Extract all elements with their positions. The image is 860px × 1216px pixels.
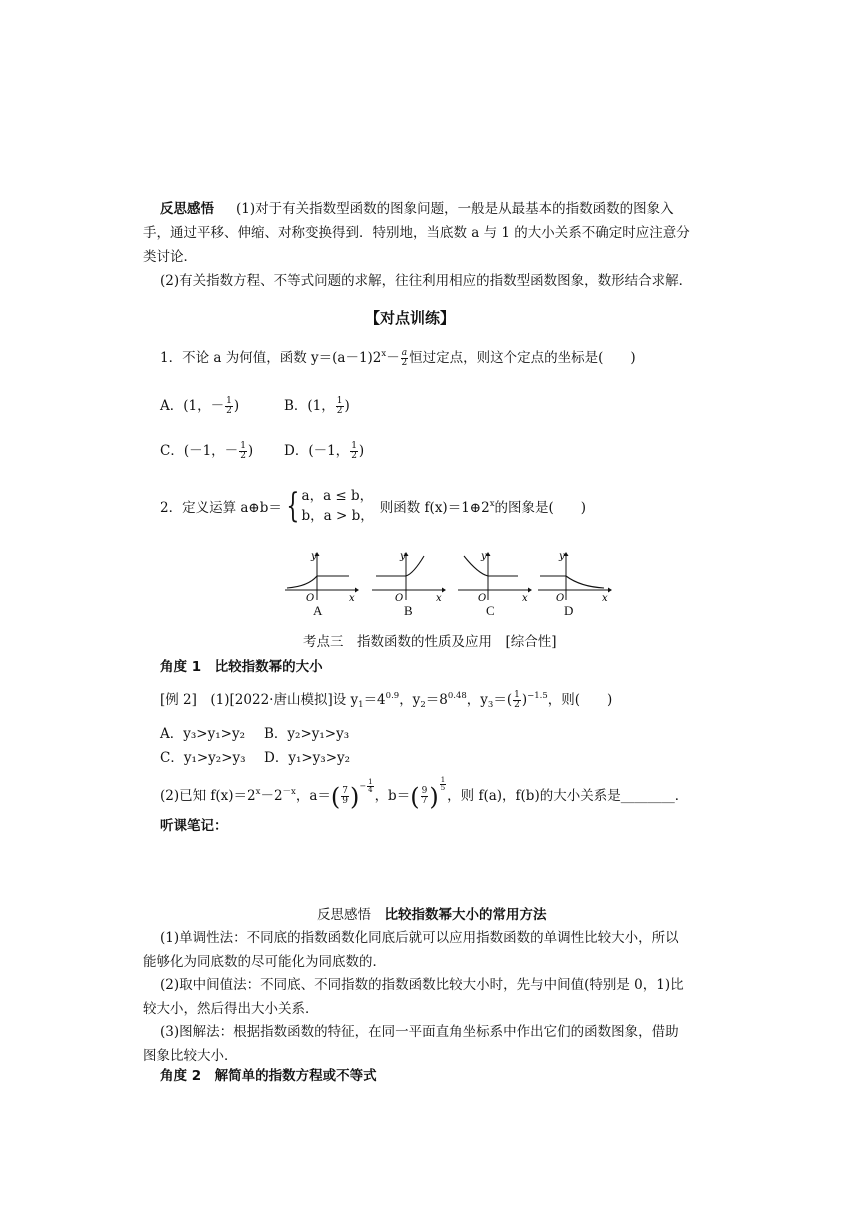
graph-a xyxy=(283,550,359,602)
reflect-text: (1)对于有关指数型函数的图象问题，一般是从最基本的指数函数的图象入 xyxy=(236,201,674,217)
svg-text:y: y xyxy=(481,551,487,562)
question-1-option-b: B．(1， $\frac{1}{2}$ ) xyxy=(284,396,350,416)
method-1-line2: 能够化为同底数的尽可能化为同底数的． xyxy=(143,954,386,970)
question-1-option-d: D．(－1， $\frac{1}{2}$ ) xyxy=(284,441,365,461)
question-1-stem: 1．不论 a 为何值，函数 $y=(a-1)2^x-$ $\frac{a}{2}$ 恒过定点，则这个定点的坐标是( ) xyxy=(160,348,636,368)
svg-text:x: x xyxy=(349,593,355,602)
angle-2-heading: 角度 2 解简单的指数方程或不等式 xyxy=(160,1068,377,1084)
graph-label-a: A xyxy=(313,603,323,618)
example-2-part-1: [例 2] (1)[2022·唐山模拟]设 $y_1=4^{0.9}$，$y_2=8^{0.48}$，$y_3=$( $\frac{1}{2}$ )$^{-1.5}$，则( ) xyxy=(160,690,613,710)
method-2-line1: (2)取中间值法：不同底、不同指数的指数函数比较大小时，先与中间值(特别是 0，1)比 xyxy=(160,977,684,993)
example-2-option-c: C．y₁>y₂>y₃ xyxy=(160,750,246,766)
svg-text:y: y xyxy=(400,551,406,562)
section-title: 考点三 指数函数的性质及应用 [综合性] xyxy=(303,634,557,650)
svg-text:x: x xyxy=(602,593,608,602)
reflect-2-heading: 反思感悟 比较指数幂大小的常用方法 xyxy=(317,907,547,923)
example-2-option-b: B．y₂>y₁>y₃ xyxy=(264,726,350,742)
reflect-paragraph-1 xyxy=(160,197,674,217)
question-2-stem: 2．定义运算 a⊕b＝ { a，a ≤ b， b，a > b， 则函数 $f(x)=1\oplus 2^x$的图象是( ) xyxy=(160,486,587,526)
svg-text:y: y xyxy=(559,551,565,562)
svg-text:O: O xyxy=(395,593,404,602)
method-3-line2: 图象比较大小． xyxy=(143,1048,238,1064)
example-2-option-a: A．y₃>y₁>y₂ xyxy=(160,726,245,742)
example-2-part-2: (2)已知 $f(x)=2^x-2^{-x}$，a＝( $\frac{7}{9}$ )− $\frac{1}{4}$ ，b＝( $\frac{9}{7}$ ) $\frac{1}{5}$ ，则 f(a)，f(b)的大小关系是________． xyxy=(160,776,689,811)
method-1-line1: (1)单调性法：不同底的指数函数化同底后就可以应用指数函数的单调性比较大小，所以 xyxy=(160,930,679,946)
method-3-line1: (3)图解法：根据指数函数的特征，在同一平面直角坐标系中作出它们的函数图象，借助 xyxy=(160,1024,679,1040)
graph-b xyxy=(370,550,446,602)
svg-text:O: O xyxy=(556,593,565,602)
angle-1-heading: 角度 1 比较指数幂的大小 xyxy=(160,659,323,675)
question-1-option-c: C．(－1，－ $\frac{1}{2}$ ) xyxy=(160,441,254,461)
reflect-heading: 反思感悟 xyxy=(160,201,214,217)
question-1-option-a: A．(1，－ $\frac{1}{2}$ ) xyxy=(160,396,240,416)
training-title: 【对点训练】 xyxy=(365,309,456,327)
graph-c xyxy=(456,550,532,602)
svg-text:x: x xyxy=(436,593,442,602)
reflect-text-line2: 手，通过平移、伸缩、对称变换得到．特别地，当底数 a 与 1 的大小关系不确定时应注意分 xyxy=(143,225,690,241)
lecture-notes-label: 听课笔记： xyxy=(160,818,228,834)
svg-text:y: y xyxy=(311,551,317,562)
svg-text:x: x xyxy=(522,593,528,602)
method-2-line2: 较大小，然后得出大小关系． xyxy=(143,1001,319,1017)
graph-d xyxy=(536,550,612,602)
graph-label-d: D xyxy=(564,603,574,618)
reflect-paragraph-2: (2)有关指数方程、不等式问题的求解，往往利用相应的指数型函数图象，数形结合求解． xyxy=(160,273,693,289)
graph-label-b: B xyxy=(404,603,413,618)
graph-label-c: C xyxy=(486,603,495,618)
example-2-option-d: D．y₁>y₃>y₂ xyxy=(264,750,351,766)
svg-text:O: O xyxy=(478,593,487,602)
reflect-text-line3: 类讨论． xyxy=(143,249,197,265)
svg-text:O: O xyxy=(306,593,315,602)
